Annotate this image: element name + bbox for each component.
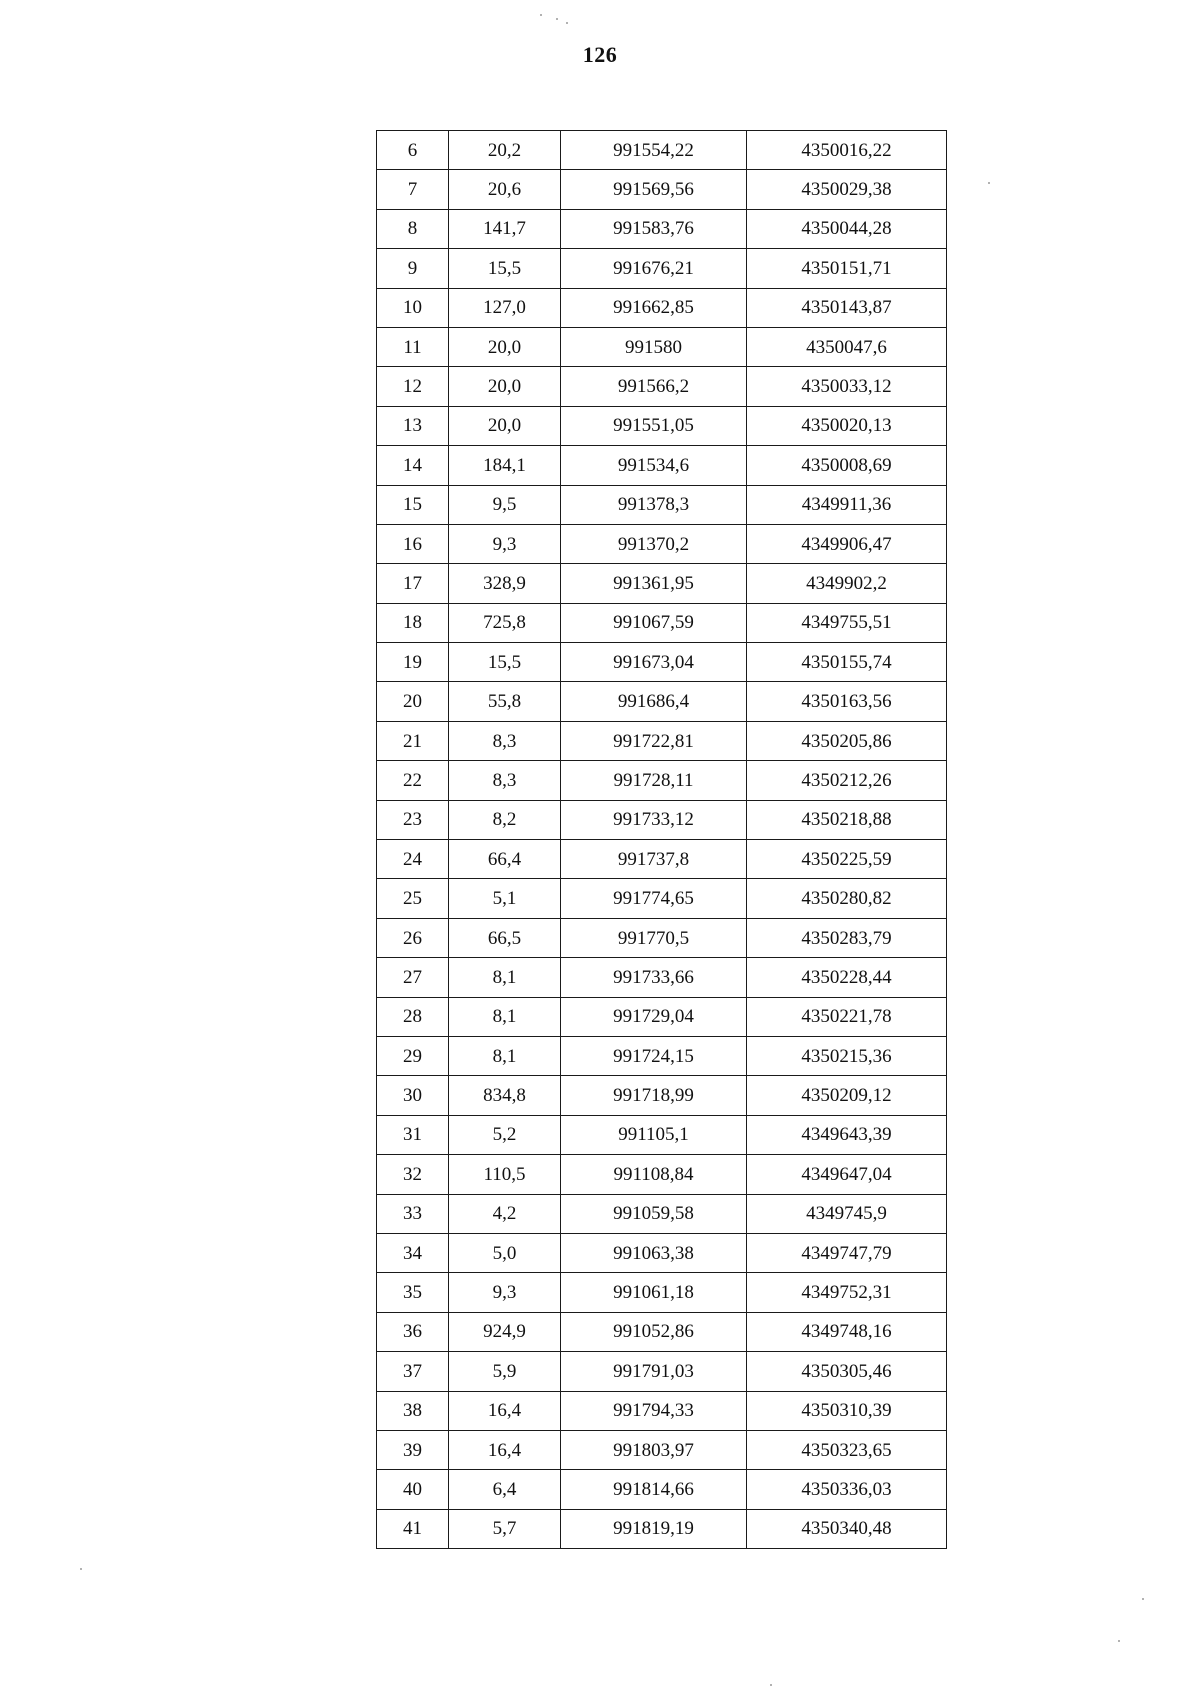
point-number-cell: 20 [377, 682, 449, 721]
table-row [377, 603, 947, 642]
y-coordinate-cell: 4350225,59 [747, 840, 947, 879]
x-coordinate-cell: 991794,33 [561, 1391, 747, 1430]
length-cell: 110,5 [449, 1155, 561, 1194]
table-row [377, 1155, 947, 1194]
x-coordinate-cell: 991718,99 [561, 1076, 747, 1115]
length-cell: 184,1 [449, 446, 561, 485]
x-coordinate-cell: 991814,66 [561, 1470, 747, 1509]
table-row [377, 1470, 947, 1509]
x-coordinate-cell: 991722,81 [561, 721, 747, 760]
x-coordinate-cell: 991673,04 [561, 643, 747, 682]
point-number-cell: 12 [377, 367, 449, 406]
y-coordinate-cell: 4350221,78 [747, 997, 947, 1036]
point-number-cell: 9 [377, 249, 449, 288]
length-cell: 8,3 [449, 761, 561, 800]
x-coordinate-cell: 991733,66 [561, 958, 747, 997]
y-coordinate-cell: 4349747,79 [747, 1233, 947, 1272]
point-number-cell: 23 [377, 800, 449, 839]
length-cell: 20,0 [449, 327, 561, 366]
table-row [377, 288, 947, 327]
y-coordinate-cell: 4350151,71 [747, 249, 947, 288]
table-row [377, 800, 947, 839]
point-number-cell: 16 [377, 524, 449, 563]
point-number-cell: 11 [377, 327, 449, 366]
length-cell: 55,8 [449, 682, 561, 721]
scan-speck [988, 182, 990, 184]
table-row [377, 682, 947, 721]
x-coordinate-cell: 991580 [561, 327, 747, 366]
y-coordinate-cell: 4350143,87 [747, 288, 947, 327]
y-coordinate-cell: 4349643,39 [747, 1115, 947, 1154]
point-number-cell: 10 [377, 288, 449, 327]
table-row [377, 1194, 947, 1233]
point-number-cell: 18 [377, 603, 449, 642]
point-number-cell: 14 [377, 446, 449, 485]
length-cell: 4,2 [449, 1194, 561, 1233]
y-coordinate-cell: 4350033,12 [747, 367, 947, 406]
scan-speck [566, 22, 568, 24]
x-coordinate-cell: 991378,3 [561, 485, 747, 524]
point-number-cell: 27 [377, 958, 449, 997]
x-coordinate-cell: 991063,38 [561, 1233, 747, 1272]
length-cell: 20,2 [449, 131, 561, 170]
length-cell: 5,2 [449, 1115, 561, 1154]
table-row [377, 721, 947, 760]
length-cell: 8,1 [449, 1036, 561, 1075]
y-coordinate-cell: 4350212,26 [747, 761, 947, 800]
y-coordinate-cell: 4350155,74 [747, 643, 947, 682]
point-number-cell: 28 [377, 997, 449, 1036]
point-number-cell: 37 [377, 1352, 449, 1391]
point-number-cell: 41 [377, 1509, 449, 1548]
point-number-cell: 31 [377, 1115, 449, 1154]
point-number-cell: 40 [377, 1470, 449, 1509]
length-cell: 9,5 [449, 485, 561, 524]
length-cell: 8,3 [449, 721, 561, 760]
y-coordinate-cell: 4350218,88 [747, 800, 947, 839]
length-cell: 5,0 [449, 1233, 561, 1272]
length-cell: 924,9 [449, 1312, 561, 1351]
point-number-cell: 25 [377, 879, 449, 918]
y-coordinate-cell: 4349647,04 [747, 1155, 947, 1194]
point-number-cell: 24 [377, 840, 449, 879]
table-row [377, 879, 947, 918]
page-number: 126 [582, 42, 618, 67]
length-cell: 725,8 [449, 603, 561, 642]
table-row [377, 249, 947, 288]
table-row [377, 524, 947, 563]
length-cell: 8,2 [449, 800, 561, 839]
y-coordinate-cell: 4350280,82 [747, 879, 947, 918]
table-row [377, 958, 947, 997]
y-coordinate-cell: 4350029,38 [747, 170, 947, 209]
length-cell: 9,3 [449, 1273, 561, 1312]
table-body [377, 131, 947, 1549]
x-coordinate-cell: 991583,76 [561, 209, 747, 248]
y-coordinate-cell: 4349906,47 [747, 524, 947, 563]
x-coordinate-cell: 991534,6 [561, 446, 747, 485]
table-row [377, 761, 947, 800]
point-number-cell: 30 [377, 1076, 449, 1115]
table-row [377, 918, 947, 957]
point-number-cell: 8 [377, 209, 449, 248]
length-cell: 20,6 [449, 170, 561, 209]
length-cell: 15,5 [449, 249, 561, 288]
x-coordinate-cell: 991676,21 [561, 249, 747, 288]
length-cell: 5,9 [449, 1352, 561, 1391]
table-row [377, 327, 947, 366]
x-coordinate-cell: 991733,12 [561, 800, 747, 839]
length-cell: 5,1 [449, 879, 561, 918]
table-row [377, 1233, 947, 1272]
y-coordinate-cell: 4350305,46 [747, 1352, 947, 1391]
x-coordinate-cell: 991551,05 [561, 406, 747, 445]
length-cell: 328,9 [449, 564, 561, 603]
scan-speck [80, 1568, 82, 1570]
x-coordinate-cell: 991662,85 [561, 288, 747, 327]
table-row [377, 997, 947, 1036]
point-number-cell: 38 [377, 1391, 449, 1430]
table-row [377, 1430, 947, 1469]
point-number-cell: 39 [377, 1430, 449, 1469]
length-cell: 15,5 [449, 643, 561, 682]
x-coordinate-cell: 991569,56 [561, 170, 747, 209]
point-number-cell: 36 [377, 1312, 449, 1351]
table-row [377, 446, 947, 485]
length-cell: 66,5 [449, 918, 561, 957]
length-cell: 5,7 [449, 1509, 561, 1548]
table-row [377, 1391, 947, 1430]
x-coordinate-cell: 991370,2 [561, 524, 747, 563]
x-coordinate-cell: 991108,84 [561, 1155, 747, 1194]
table-row [377, 209, 947, 248]
x-coordinate-cell: 991770,5 [561, 918, 747, 957]
table-row [377, 840, 947, 879]
point-number-cell: 19 [377, 643, 449, 682]
point-number-cell: 33 [377, 1194, 449, 1233]
table-row [377, 170, 947, 209]
x-coordinate-cell: 991737,8 [561, 840, 747, 879]
x-coordinate-cell: 991105,1 [561, 1115, 747, 1154]
length-cell: 20,0 [449, 367, 561, 406]
table-row [377, 131, 947, 170]
y-coordinate-cell: 4350016,22 [747, 131, 947, 170]
x-coordinate-cell: 991067,59 [561, 603, 747, 642]
table-row [377, 485, 947, 524]
y-coordinate-cell: 4350215,36 [747, 1036, 947, 1075]
x-coordinate-cell: 991554,22 [561, 131, 747, 170]
point-number-cell: 6 [377, 131, 449, 170]
x-coordinate-cell: 991774,65 [561, 879, 747, 918]
length-cell: 66,4 [449, 840, 561, 879]
table-row [377, 1273, 947, 1312]
x-coordinate-cell: 991729,04 [561, 997, 747, 1036]
x-coordinate-cell: 991728,11 [561, 761, 747, 800]
x-coordinate-cell: 991059,58 [561, 1194, 747, 1233]
scan-speck [540, 14, 542, 16]
point-number-cell: 17 [377, 564, 449, 603]
y-coordinate-cell: 4349748,16 [747, 1312, 947, 1351]
y-coordinate-cell: 4350008,69 [747, 446, 947, 485]
x-coordinate-cell: 991819,19 [561, 1509, 747, 1548]
scan-speck [1118, 1640, 1120, 1642]
y-coordinate-cell: 4350336,03 [747, 1470, 947, 1509]
scan-speck [556, 18, 558, 20]
y-coordinate-cell: 4350323,65 [747, 1430, 947, 1469]
point-number-cell: 7 [377, 170, 449, 209]
y-coordinate-cell: 4350044,28 [747, 209, 947, 248]
x-coordinate-cell: 991803,97 [561, 1430, 747, 1469]
length-cell: 6,4 [449, 1470, 561, 1509]
point-number-cell: 21 [377, 721, 449, 760]
x-coordinate-cell: 991361,95 [561, 564, 747, 603]
table-row [377, 1076, 947, 1115]
x-coordinate-cell: 991724,15 [561, 1036, 747, 1075]
y-coordinate-cell: 4349911,36 [747, 485, 947, 524]
coordinates-table [376, 130, 947, 1549]
point-number-cell: 13 [377, 406, 449, 445]
y-coordinate-cell: 4349745,9 [747, 1194, 947, 1233]
y-coordinate-cell: 4350310,39 [747, 1391, 947, 1430]
point-number-cell: 32 [377, 1155, 449, 1194]
length-cell: 8,1 [449, 958, 561, 997]
y-coordinate-cell: 4349755,51 [747, 603, 947, 642]
table-row [377, 1352, 947, 1391]
table-row [377, 367, 947, 406]
point-number-cell: 15 [377, 485, 449, 524]
point-number-cell: 34 [377, 1233, 449, 1272]
x-coordinate-cell: 991052,86 [561, 1312, 747, 1351]
point-number-cell: 35 [377, 1273, 449, 1312]
table-row [377, 1115, 947, 1154]
table-row [377, 406, 947, 445]
y-coordinate-cell: 4350020,13 [747, 406, 947, 445]
length-cell: 16,4 [449, 1430, 561, 1469]
length-cell: 141,7 [449, 209, 561, 248]
length-cell: 9,3 [449, 524, 561, 563]
length-cell: 8,1 [449, 997, 561, 1036]
point-number-cell: 29 [377, 1036, 449, 1075]
y-coordinate-cell: 4350283,79 [747, 918, 947, 957]
x-coordinate-cell: 991061,18 [561, 1273, 747, 1312]
y-coordinate-cell: 4350209,12 [747, 1076, 947, 1115]
y-coordinate-cell: 4350163,56 [747, 682, 947, 721]
scan-speck [1142, 1598, 1144, 1600]
length-cell: 834,8 [449, 1076, 561, 1115]
x-coordinate-cell: 991791,03 [561, 1352, 747, 1391]
x-coordinate-cell: 991566,2 [561, 367, 747, 406]
y-coordinate-cell: 4349752,31 [747, 1273, 947, 1312]
table-row [377, 1509, 947, 1548]
y-coordinate-cell: 4350340,48 [747, 1509, 947, 1548]
y-coordinate-cell: 4350047,6 [747, 327, 947, 366]
table-row [377, 1312, 947, 1351]
y-coordinate-cell: 4350228,44 [747, 958, 947, 997]
y-coordinate-cell: 4349902,2 [747, 564, 947, 603]
length-cell: 127,0 [449, 288, 561, 327]
scan-speck [770, 1684, 772, 1686]
y-coordinate-cell: 4350205,86 [747, 721, 947, 760]
x-coordinate-cell: 991686,4 [561, 682, 747, 721]
table-row [377, 1036, 947, 1075]
point-number-cell: 22 [377, 761, 449, 800]
length-cell: 20,0 [449, 406, 561, 445]
length-cell: 16,4 [449, 1391, 561, 1430]
table-row [377, 564, 947, 603]
table-row [377, 643, 947, 682]
point-number-cell: 26 [377, 918, 449, 957]
